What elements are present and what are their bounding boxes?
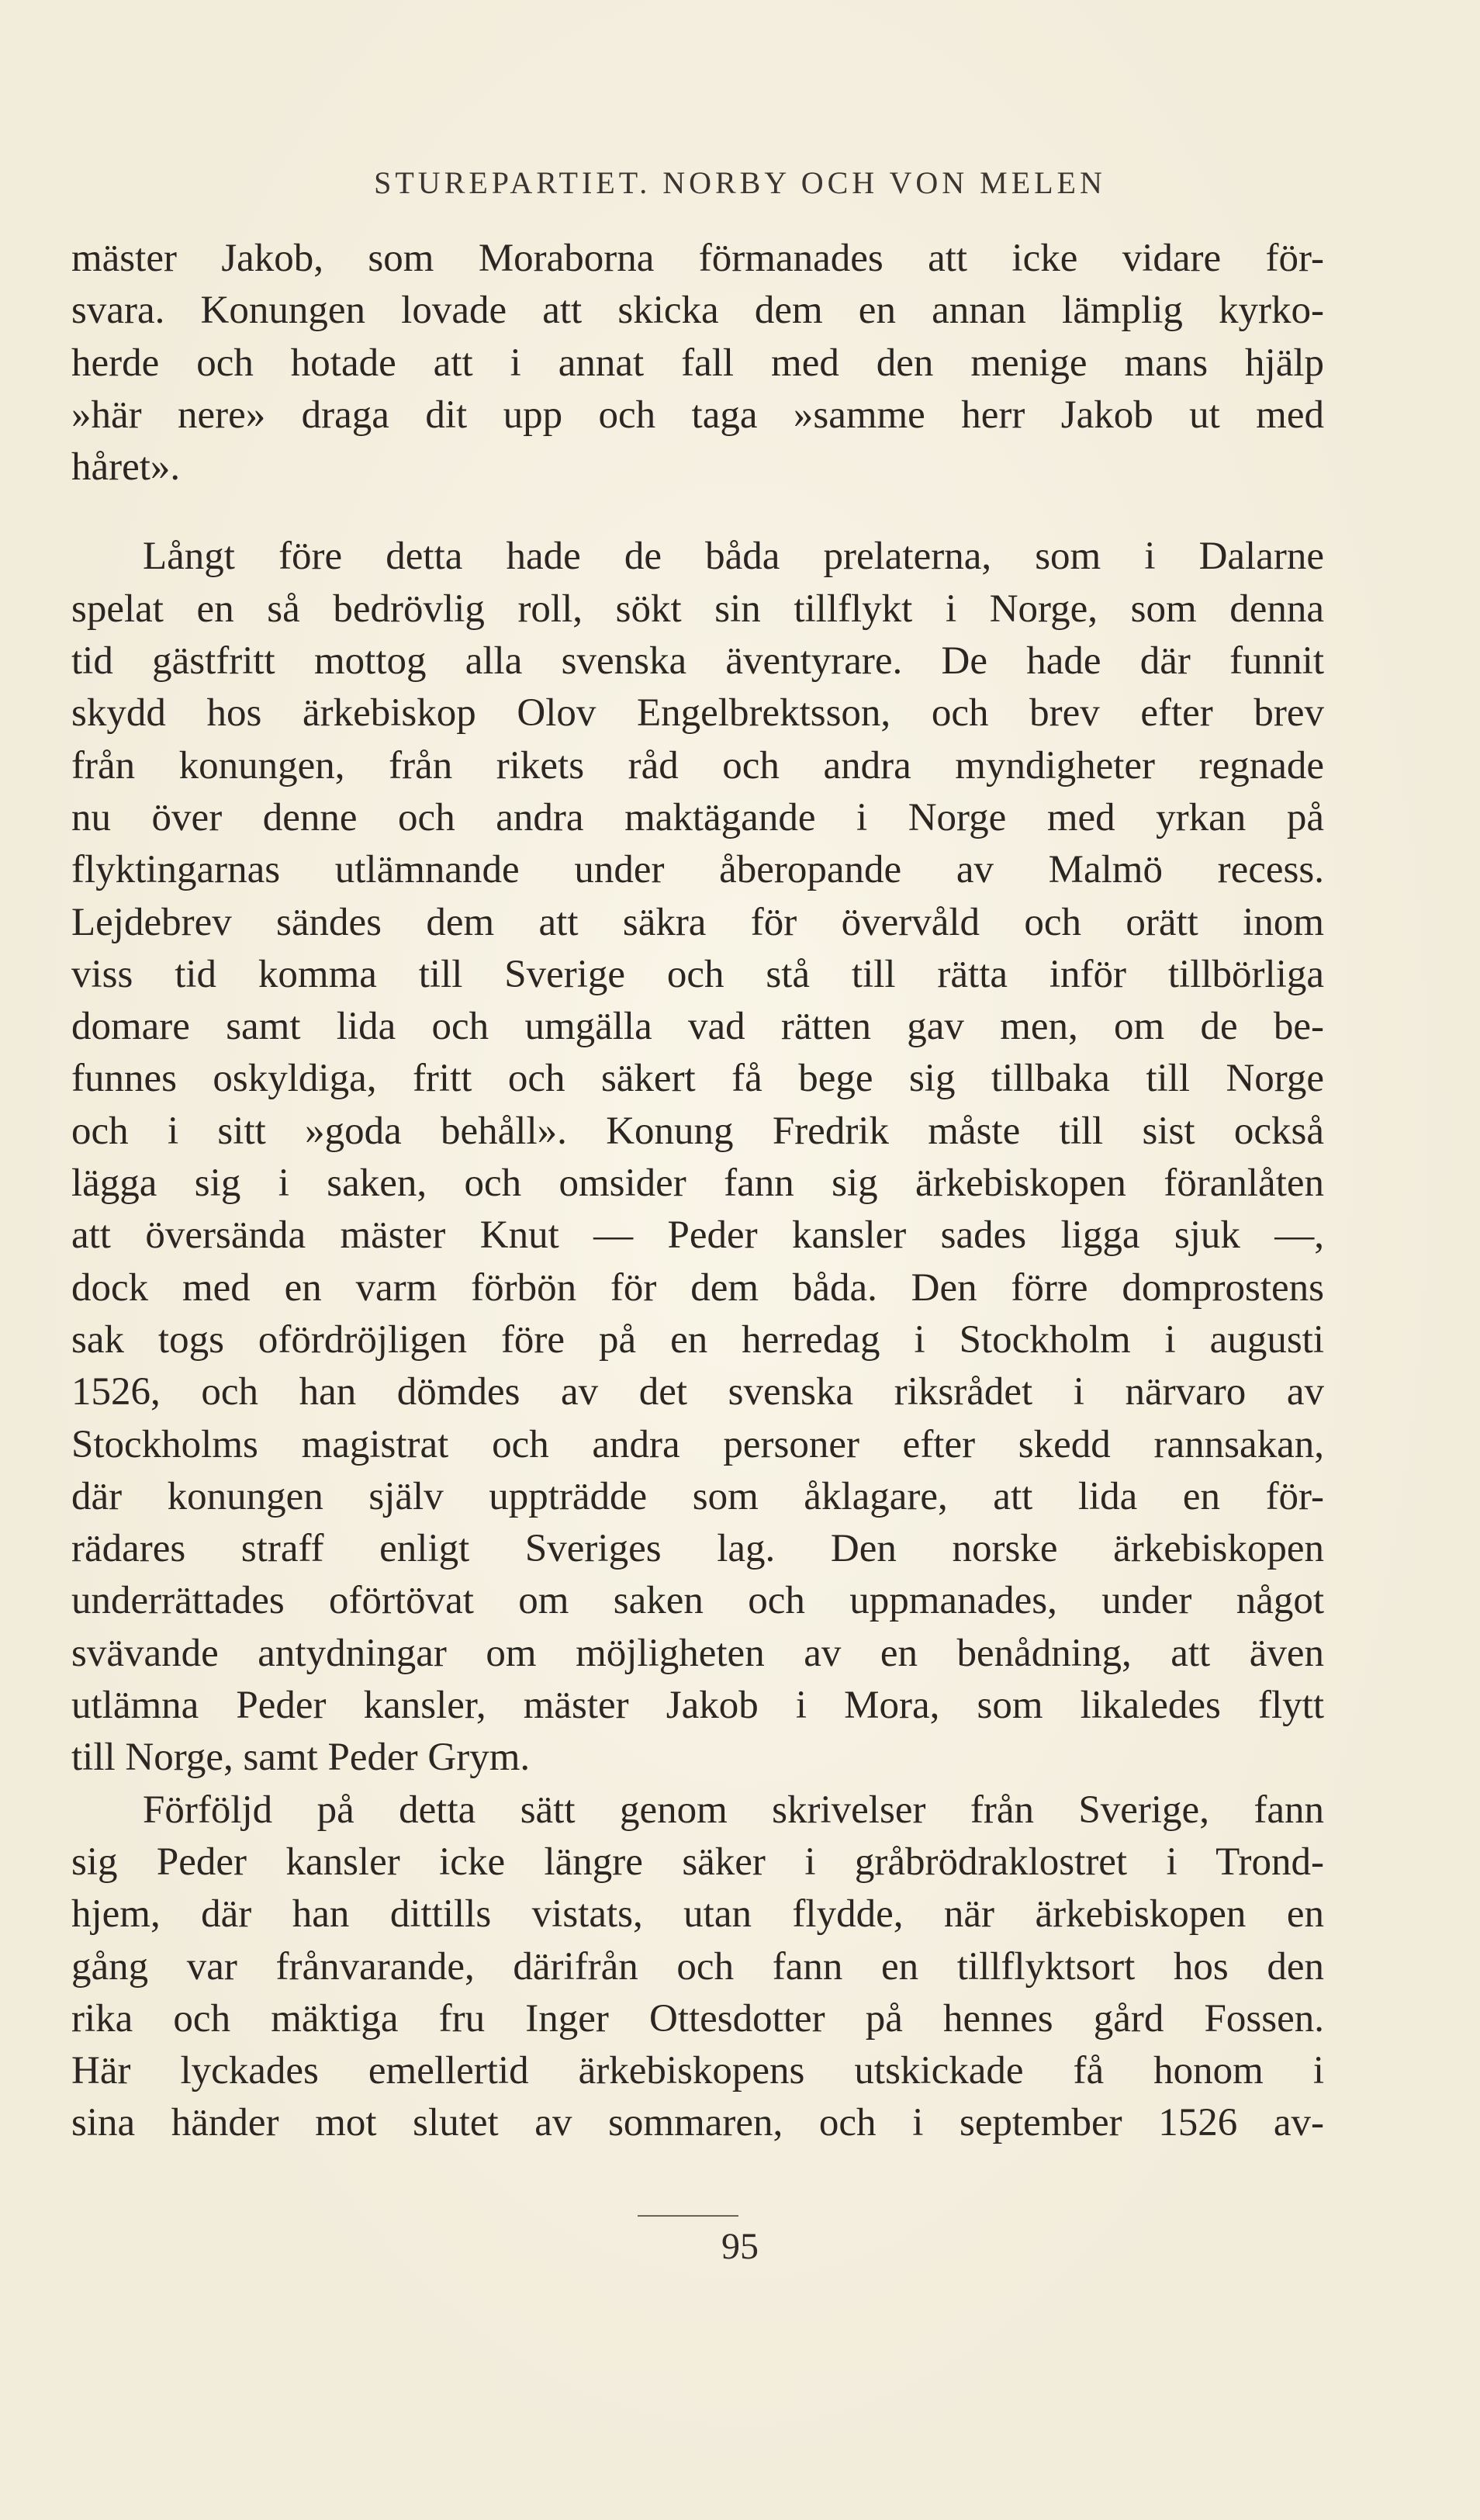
text-line: svara. Konungen lovade att skicka dem en annan lämplig kyrko- [71,289,1324,333]
page-number: 95 [721,2226,759,2267]
text-line: spelat en så bedrövlig roll, sökt sin tillflykt i Norge, som denna [71,587,1324,631]
text-line: mäster Jakob, som Moraborna förmanades att icke vidare för- [71,237,1324,280]
text-line: domare samt lida och umgälla vad rätten gav men, om de be- [71,1005,1324,1049]
text-line: tid gästfritt mottog alla svenska äventyrare. De hade där funnit [71,639,1324,684]
paragraph-3 [71,1784,1324,2150]
text-line: funnes oskyldiga, fritt och säkert få bege sig tillbaka till Norge [71,1057,1324,1101]
paragraph-2 [71,531,1324,1784]
text-line: där konungen själv uppträdde som åklagare, att lida en för- [71,1474,1324,1518]
paragraph-gap [71,493,1324,531]
text-line: Här lyckades emellertid ärkebiskopens utskickade få honom i [71,2049,1324,2093]
text-line: håret». [71,445,181,490]
text-line: från konungen, från rikets råd och andra myndigheter regnade [71,743,1324,788]
text-line: Lejdebrev sändes dem att säkra för övervåld och orätt inom [71,900,1324,944]
text-line: svävande antydningar om möjligheten av en benådning, att även [71,1631,1324,1675]
text-line: 1526, och han dömdes av det svenska riksrådet i närvaro av [71,1370,1324,1414]
body-text [71,233,1324,2150]
text-line: nu över denne och andra maktägande i Norge med yrkan på [71,795,1324,839]
footer-rule [638,2215,738,2217]
text-line: lägga sig i saken, och omsider fann sig ärkebiskopen föranlåten [71,1161,1324,1206]
text-line: och i sitt »goda behåll». Konung Fredrik måste till sist också [71,1109,1324,1153]
text-line: Stockholms magistrat och andra personer efter skedd rannsakan, [71,1422,1324,1466]
text-line: flyktingarnas utlämnande under åberopande av Malmö recess. [71,848,1324,892]
text-line: viss tid komma till Sverige och stå till rätta inför tillbörliga [71,952,1324,996]
text-line: »här nere» draga dit upp och taga »samme herr Jakob ut med [71,393,1324,437]
text-line: skydd hos ärkebiskop Olov Engelbrektsson, och brev efter brev [71,691,1324,736]
text-line: sina händer mot slutet av sommaren, och i september 1526 av- [71,2101,1324,2145]
text-line: Förföljd på detta sätt genom skrivelser från Sverige, fann [143,1788,1324,1832]
text-line: underrättades oförtövat om saken och uppmanades, under något [71,1579,1324,1623]
text-line: Långt före detta hade de båda prelaterna, som i Dalarne [143,535,1324,579]
running-head: STUREPARTIET. NORBY OCH VON MELEN [374,165,1106,200]
text-line: utlämna Peder kansler, mäster Jakob i Mora, som likaledes flytt [71,1684,1324,1728]
text-line: rika och mäktiga fru Inger Ottesdotter på hennes gård Fossen. [71,1996,1324,2041]
text-line: hjem, där han dittills vistats, utan flydde, när ärkebiskopen en [71,1892,1324,1937]
text-line: dock med en varm förbön för dem båda. Den förre domprostens [71,1265,1324,1310]
text-line: gång var frånvarande, därifrån och fann en tillflyktsort hos den [71,1944,1324,1989]
text-line: till Norge, samt Peder Grym. [71,1736,531,1780]
text-line: rädares straff enligt Sveriges lag. Den norske ärkebiskopen [71,1527,1324,1571]
text-line: att översända mäster Knut — Peder kansler sades ligga sjuk —, [71,1213,1324,1258]
text-line: herde och hotade att i annat fall med den menige mans hjälp [71,341,1324,385]
text-line: sak togs ofördröjligen före på en herredag i Stockholm i augusti [71,1317,1324,1362]
paragraph-1 [71,233,1324,493]
text-line: sig Peder kansler icke längre säker i gråbrödraklostret i Trond- [71,1840,1324,1884]
